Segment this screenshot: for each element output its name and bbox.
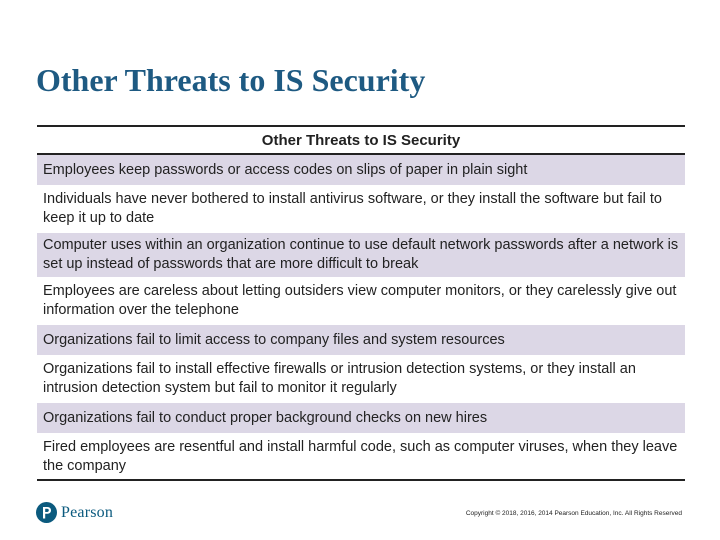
table-cell: Organizations fail to install effective firewalls or intrusion detection systems, or they install an intrusion detection system but fail to monitor it regularly <box>37 356 685 402</box>
table-header-row <box>37 126 685 154</box>
table-cell: Fired employees are resentful and install harmful code, such as computer viruses, when they leave the company <box>37 434 685 480</box>
table-cell: Employees are careless about letting outsiders view computer monitors, or they carelessly give out information over the telephone <box>37 278 685 324</box>
table-row <box>37 434 685 480</box>
table-row <box>37 402 685 434</box>
table-cell: Employees keep passwords or access codes on slips of paper in plain sight <box>37 154 685 186</box>
copyright-notice: Copyright © 2018, 2016, 2014 Pearson Education, Inc. All Rights Reserved <box>465 510 682 517</box>
table-cell: Individuals have never bothered to install antivirus software, or they install the software but fail to keep it up to date <box>37 186 685 232</box>
pearson-p-icon <box>36 502 57 523</box>
table-cell: Computer uses within an organization continue to use default network passwords after a network is set up instead of passwords that are more difficult to break <box>37 232 685 278</box>
table-row <box>37 154 685 186</box>
table-row <box>37 324 685 356</box>
pearson-p-glyph-icon <box>40 505 53 520</box>
table-row <box>37 186 685 232</box>
table-row <box>37 232 685 278</box>
table-row <box>37 278 685 324</box>
table-cell: Organizations fail to conduct proper background checks on new hires <box>37 402 685 434</box>
pearson-wordmark: Pearson <box>61 503 114 521</box>
table-cell: Organizations fail to limit access to company files and system resources <box>37 324 685 356</box>
slide-title: Other Threats to IS Security <box>36 62 426 98</box>
pearson-logo <box>36 502 113 523</box>
table-row <box>37 356 685 402</box>
table-header: Other Threats to IS Security <box>37 126 685 154</box>
threats-table <box>37 125 685 481</box>
